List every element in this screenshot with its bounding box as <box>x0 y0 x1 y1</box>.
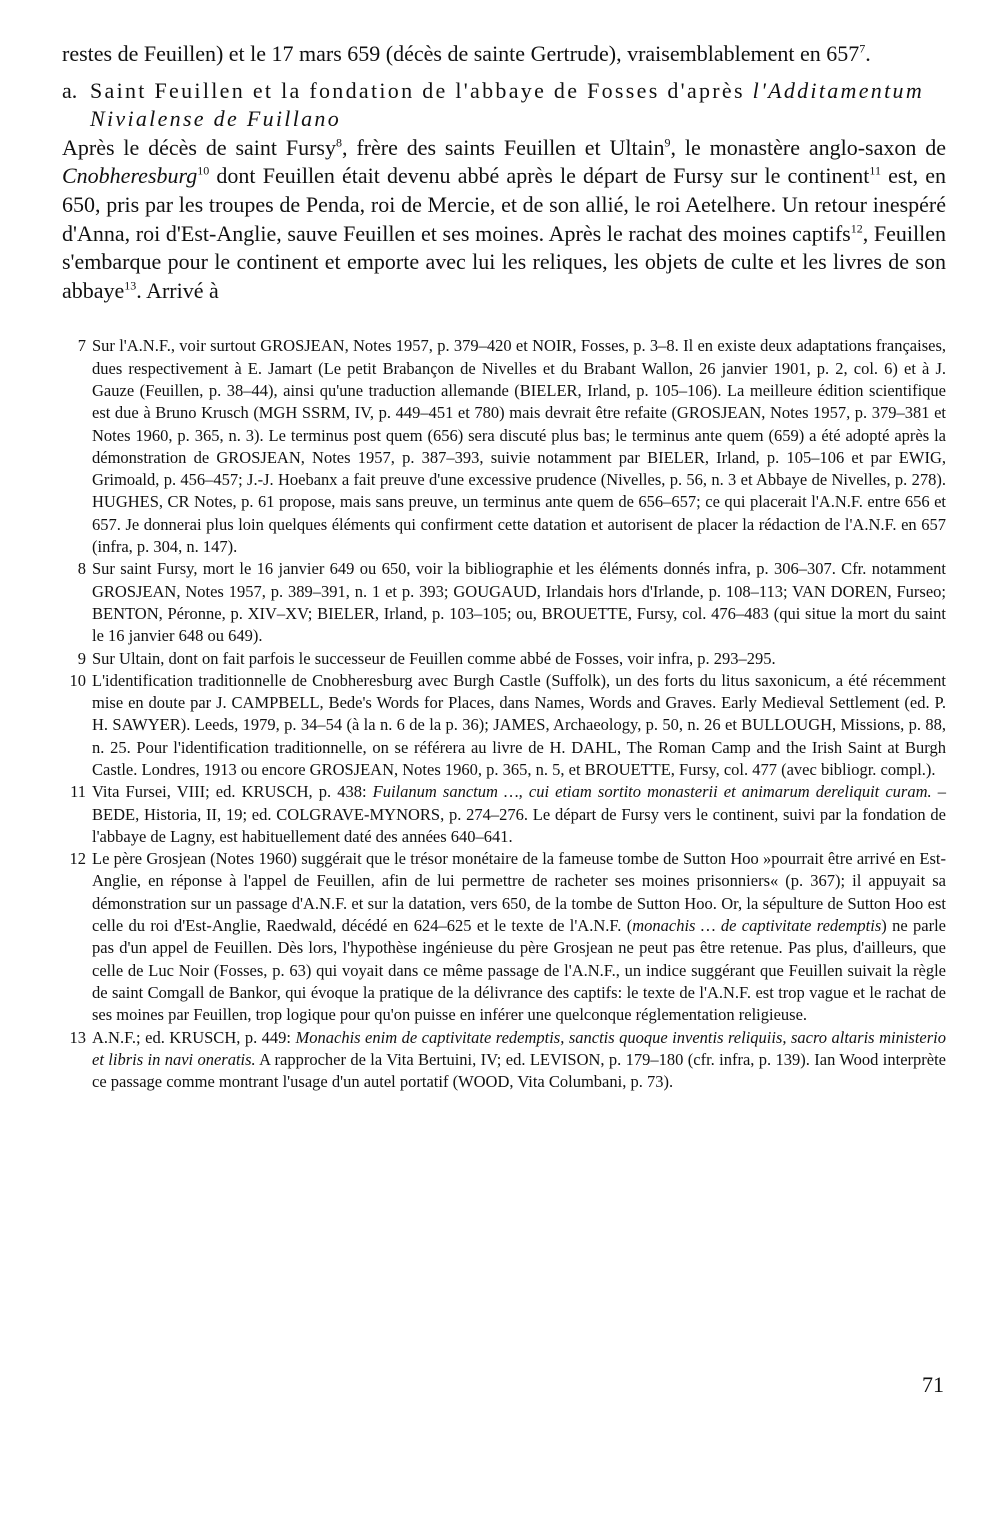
footnote-text: Sur l'A.N.F., voir surtout GROSJEAN, Notes 1957, p. 379–420 et NOIR, Fosses, p. 3–8. Il en existe deux adaptations françaises, dues respectivement à E. Jamart (Le petit Brabançon de Nivelles et du Brabant Wallon, 26 janvier 1901, p. 2, col. 6) et à J. Gauze (Feuillen, p. 38–44), ainsi qu'une traduction allemande (BIELER, Irland, p. 105–106). La meilleure édition scientifique est due à Bruno Krusch (MGH SSRM, IV, p. 449–451 et 780) mais devrait être refaite (GROSJEAN, Notes 1957, p. 379–381 et Notes 1960, p. 365, n. 3). Le terminus post quem (656) sera discuté plus bas; le terminus ante quem (659) a été adopté après la démonstration de GROSJEAN, Notes 1957, p. 387–393, suivie notamment par BIELER, Irland, p. 105–106 et par EWIG, Grimoald, p. 456–457; J.-J. Hoebanx a fait preuve d'une excessive prudence (Nivelles, p. 56, n. 3 et Abbaye de Nivelles, p. 278). HUGHES, CR Notes, p. 61 propose, mais sans preuve, un terminus ante quem de 656–657; ce qui placerait l'A.N.F. entre 656 et 657. Je donnerai plus loin quelques éléments qui confirment cette datation et autorisent de placer la rédaction de l'A.N.F. en 657 (infra, p. 304, n. 147). <box>92 336 946 557</box>
footnote-number: 8 <box>77 559 86 579</box>
footnote-10 <box>62 670 946 781</box>
paragraph-text: , Feuillen s'embarque pour le continent et emporte avec lui les reliques, les objets de culte et les livres de son abbaye <box>62 220 947 303</box>
footnote-ref[interactable]: 9 <box>664 135 671 150</box>
footnote-quote: Fuilanum sanctum …, cui etiam sortito monasterii et animarum dereliquit curam. <box>372 782 932 802</box>
section-title: Saint Feuillen et la fondation de l'abbaye de Fosses d'après <box>90 77 753 103</box>
footnote-ref[interactable]: 7 <box>859 41 866 56</box>
place-name: Cnobheresburg <box>62 163 198 189</box>
footnote-text: A.N.F.; ed. KRUSCH, p. 449: <box>92 1027 296 1047</box>
footnote-13 <box>62 1027 946 1094</box>
page-number: 71 <box>922 1372 944 1397</box>
intro-text: restes de Feuillen) et le 17 mars 659 (décès de sainte Gertrude), vraisemblablement en 657 <box>62 41 860 66</box>
intro-text-end: . <box>865 41 871 66</box>
footnote-ref[interactable]: 10 <box>197 164 210 179</box>
footnote-number: 12 <box>69 849 86 869</box>
footnotes <box>62 335 946 1093</box>
footnote-text: – BEDE, Historia, II, 19; ed. COLGRAVE-MYNORS, p. 274–276. Le départ de Fursy vers le continent, suivi par la fondation de l'abbaye de Lagny, est habituellement daté des années 640–641. <box>92 782 947 846</box>
footnote-number: 7 <box>77 336 86 356</box>
footnote-ref[interactable]: 8 <box>335 135 342 150</box>
footnote-text: L'identification traditionnelle de Cnobheresburg avec Burgh Castle (Suffolk), un des forts du litus saxonicum, a été récemment mise en doute par J. CAMPBELL, Bede's Words for Places, dans Names, Words and Graves. Early Medieval Settlement (ed. P. H. SAWYER). Leeds, 1979, p. 34–54 (à la n. 6 de la p. 36); JAMES, Archaeology, p. 50, n. 26 et BULLOUGH, Missions, p. 88, n. 25. Pour l'identification traditionnelle, on se référera au livre de H. DAHL, The Roman Camp and the Irish Saint at Burgh Castle. Londres, 1913 ou encore GROSJEAN, Notes 1960, p. 365, n. 5, et BROUETTE, Fursy, col. 477 (avec bibliogr. compl.). <box>92 670 946 779</box>
footnote-9 <box>62 648 946 670</box>
section-number: a. <box>62 77 78 103</box>
intro-paragraph <box>62 40 946 69</box>
section-heading <box>62 77 946 134</box>
footnote-quote: Monachis enim de captivitate redemptis, sanctis quoque inventis reliquiis, sacro altaris ministerio et libris in navi oneratis. <box>92 1027 946 1069</box>
footnote-ref[interactable]: 11 <box>869 164 881 179</box>
footnote-ref[interactable]: 13 <box>124 278 137 293</box>
footnote-text: Le père Grosjean (Notes 1960) suggérait que le trésor monétaire de la fameuse tombe de Sutton Hoo »pourrait être arrivé en Est-Anglie, en réponse à l'appel de Feuillen, afin de lui permettre de racheter ses moines prisonniers« (p. 367); il appuyait sa démonstration sur un passage d'A.N.F. et sur la datation, vers 650, de la tombe de Sutton Hoo. Or, la sépulture de Sutton Hoo est celle du roi d'Est-Anglie, Raedwald, décédé en 624–625 et le texte de l'A.N.F. ( <box>92 849 946 936</box>
footnote-number: 9 <box>77 648 86 668</box>
footnote-text: A rapprocher de la Vita Bertuini, IV; ed. LEVISON, p. 179–180 (cfr. infra, p. 139). Ian Wood interprète ce passage comme montrant l'usage d'un autel portatif (WOOD, Vita Columbani, p. 73). <box>92 1049 946 1092</box>
paragraph-text: dont Feuillen était devenu abbé après le départ de Fursy sur le continent <box>209 163 870 189</box>
paragraph-text: est, en 650, pris par les troupes de Penda, roi de Mercie, et de son allié, le roi Aetelhere. Un retour inespéré d'Anna, roi d'Est-Anglie, sauve Feuillen et ses moines. Après le rachat des moines captifs <box>62 163 947 246</box>
footnote-number: 11 <box>70 782 86 802</box>
footnote-12 <box>62 848 946 1026</box>
footnote-text: Sur Ultain, dont on fait parfois le successeur de Feuillen comme abbé de Fosses, voir infra, p. 293–295. <box>92 648 776 668</box>
footnote-text: ) ne parle pas d'un appel de Feuillen. Dès lors, l'hypothèse ingénieuse du père Grosjean ne peut pas être retenue. Pas plus, d'ailleurs, que celle de Luc Noir (Fosses, p. 63) qui voyait dans ce même passage de l'A.N.F., un indice suggérant que Feuillen suivait la règle de saint Comgall de Bankor, qui évoque la pratique de la délivrance des captifs: le texte de l'A.N.F. est trop vague et le rachat de ses moines par Feuillen, trop logique pour qu'on puisse en inférer une quelconque réglementation religieuse. <box>92 916 947 1025</box>
paragraph-text: . Arrivé à <box>136 277 219 303</box>
footnote-text: Vita Fursei, VIII; ed. KRUSCH, p. 438: <box>92 782 373 802</box>
paragraph-text: , frère des saints Feuillen et Ultain <box>341 134 665 160</box>
footnote-ref[interactable]: 12 <box>850 221 863 236</box>
paragraph-text: Après le décès de saint Fursy <box>62 134 336 160</box>
footnote-number: 10 <box>69 670 86 690</box>
footnote-quote: monachis … de captivitate redemptis <box>632 916 882 936</box>
section-title-italic: l'Additamentum Nivialense de Fuillano <box>90 77 925 132</box>
footnote-7 <box>62 335 946 558</box>
main-paragraph <box>62 134 946 306</box>
footnote-text: Sur saint Fursy, mort le 16 janvier 649 ou 650, voir la bibliographie et les éléments donnés infra, p. 306–307. Cfr. notamment GROSJEAN, Notes 1957, p. 389–391, n. 1 et p. 393; GOUGAUD, Irlandais hors d'Irlande, p. 108–113; VAN DOREN, Furseo; BENTON, Péronne, p. XIV–XV; BIELER, Irland, p. 103–105; ou, BROUETTE, Fursy, col. 476–483 (qui situe la mort du saint le 16 janvier 648 ou 649). <box>92 559 946 646</box>
document-page <box>62 40 946 1093</box>
paragraph-text: , le monastère anglo-saxon de <box>670 134 947 160</box>
footnote-11 <box>62 781 946 848</box>
footnote-number: 13 <box>69 1027 86 1047</box>
footnote-8 <box>62 558 946 647</box>
